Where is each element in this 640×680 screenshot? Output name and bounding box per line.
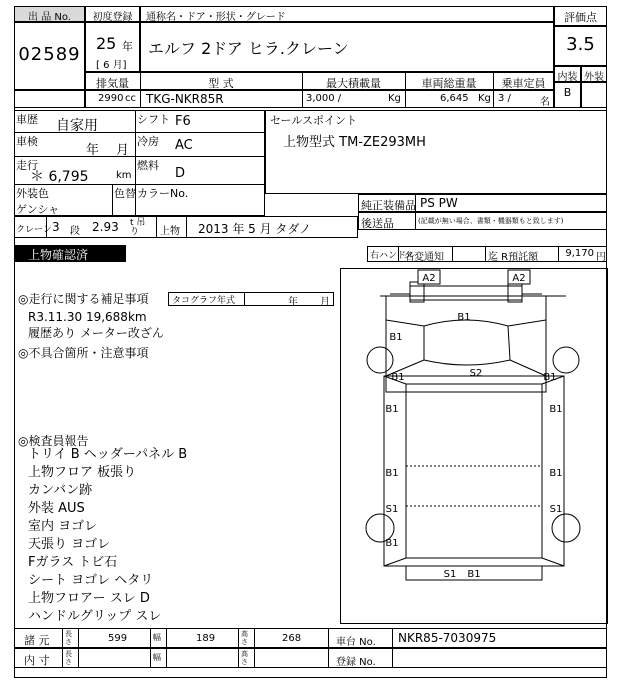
- inspector-line: シート ヨゴレ ヘタリ: [28, 573, 154, 588]
- inspection-year: 年: [86, 143, 100, 158]
- displacement-label: 排気量: [96, 77, 129, 90]
- inspection-month: 月: [116, 143, 130, 158]
- damage-mark: B1: [457, 312, 471, 323]
- exterior-grade-cell: [581, 82, 607, 108]
- max-load-label: 最大積載量: [326, 77, 381, 90]
- defects-label: ◎不具合箇所・注意事項: [18, 346, 149, 360]
- vehicle-name: エルフ 2ドア ヒラ.クレーン: [148, 39, 349, 58]
- crane-label: クレーン: [16, 225, 52, 235]
- damage-mark: S2: [469, 368, 483, 379]
- title-label: 通称名・ドア・形状・グレード: [146, 12, 286, 23]
- color-code-label: 色替: [114, 187, 136, 200]
- inspector-line: 外装 AUS: [28, 501, 85, 516]
- height-value: 268: [282, 633, 302, 644]
- sales-point-label: セールスポイント: [270, 114, 358, 127]
- interior-dims-row: [14, 648, 607, 668]
- inspector-line: ハンドルグリップ スレ: [28, 609, 162, 624]
- inspector-label: ◎検査員報告: [18, 434, 89, 448]
- lot-label: 出 品 No.: [28, 12, 71, 23]
- chassis-value: NKR85-7030975: [398, 631, 497, 645]
- deposit-unit: 円: [596, 252, 606, 263]
- supplement-line1: R3.11.30 19,688km: [28, 310, 147, 324]
- tachograph-month: 月: [320, 297, 330, 308]
- lot-number: 02589: [18, 44, 81, 65]
- damage-mark: B1: [467, 569, 481, 580]
- reg-label: 登録 No.: [336, 657, 376, 668]
- interior-label: 内装: [557, 72, 578, 83]
- damage-mark: A2: [512, 273, 526, 284]
- inspection-label: 車検: [16, 135, 38, 148]
- damage-mark: S1: [385, 504, 399, 515]
- crane-capacity-unit: t 吊り: [130, 218, 146, 237]
- first-reg-label: 初度登録: [92, 12, 133, 23]
- inspector-line: Fガラス トビ石: [28, 555, 118, 570]
- deposit-value: 9,170: [565, 248, 594, 259]
- crane-capacity: 2.93: [92, 220, 119, 234]
- aftermarket-label: 後送品: [361, 217, 394, 230]
- aftermarket-note: (記載が無い場合、書類・機器類もと致します): [418, 217, 564, 225]
- interior-grade: B: [563, 86, 572, 99]
- inspector-line: 室内 ヨゴレ: [28, 519, 98, 534]
- body-info: 2013 年 5 月 タダノ: [198, 222, 312, 236]
- mileage-label: 走行: [16, 159, 38, 172]
- grade-value: 3.5: [566, 34, 595, 55]
- gross-weight-value: 6,645: [440, 93, 469, 104]
- max-load-unit: Kg: [388, 93, 401, 104]
- dims-row: [14, 628, 607, 648]
- displacement-unit: cc: [125, 93, 136, 104]
- damage-mark: B1: [385, 468, 399, 479]
- name-change-label: 名変通知: [404, 252, 444, 263]
- capacity-value: 3 /: [498, 93, 511, 104]
- grade-label: 評価点: [564, 11, 597, 24]
- model-value: TKG-NKR85R: [146, 92, 224, 106]
- inspector-lines: [28, 446, 187, 626]
- length-value: 599: [108, 633, 128, 644]
- inspector-line: カンバン跡: [28, 483, 93, 498]
- equipment-value: PS PW: [420, 196, 458, 210]
- interior-height-label: 高さ: [241, 650, 248, 666]
- mileage-unit: km: [116, 170, 132, 181]
- first-reg-month: [ 6 月]: [96, 60, 127, 71]
- crane-stage: 3: [52, 220, 60, 234]
- capacity-unit: 名: [540, 97, 550, 108]
- capacity-label: 乗車定員: [501, 77, 546, 90]
- damage-mark: B1: [549, 404, 563, 415]
- color-label: 外装色: [16, 187, 49, 200]
- damage-mark: B1: [389, 332, 403, 343]
- first-reg-year: 25: [96, 34, 117, 53]
- history-value: 自家用: [56, 118, 98, 134]
- shift-label: シフト: [137, 113, 170, 126]
- history-label: 車歴: [16, 113, 38, 126]
- confirm-label: 上物確認済: [28, 248, 89, 262]
- dims-label: 諸 元: [24, 634, 50, 647]
- mileage-value: ＊ 6,795: [30, 169, 89, 185]
- interior-length-label: 長さ: [65, 650, 72, 666]
- equipment-label: 純正装備品: [361, 199, 416, 212]
- gross-weight-unit: Kg: [478, 93, 491, 104]
- width-label: 幅: [153, 633, 161, 642]
- first-reg-year-unit: 年: [122, 40, 133, 53]
- inspector-line: 上物フロア 板張り: [28, 465, 137, 480]
- fuel-label: 燃料: [137, 159, 159, 172]
- supplement-line2: 履歴あり メーター改ざん: [28, 326, 164, 340]
- color-no-label: カラーNo.: [137, 187, 189, 200]
- damage-mark: S1: [549, 504, 563, 515]
- inspector-line: 上物フロアー スレ D: [28, 591, 150, 606]
- damage-mark: B1: [385, 404, 399, 415]
- exterior-label: 外装: [584, 72, 604, 83]
- damage-mark: A2: [422, 273, 436, 284]
- damage-mark: S1: [443, 569, 457, 580]
- damage-mark: B1: [385, 538, 399, 549]
- inspector-line: 天張り ヨゴレ: [28, 537, 111, 552]
- color-value: ゲンシャ: [16, 203, 60, 216]
- tachograph-label: タコグラフ年式: [172, 296, 236, 306]
- displacement-value: 2990: [98, 93, 124, 104]
- gross-weight-label: 車両総重量: [421, 77, 477, 90]
- inspector-line: トリイ B ヘッダーパネル B: [28, 447, 188, 462]
- width-value: 189: [196, 633, 216, 644]
- valid-label: 迄 R預託額: [488, 252, 539, 263]
- interior-width-label: 幅: [153, 653, 161, 662]
- rhd-label: 右ハンドル: [370, 251, 416, 261]
- damage-mark: B1: [543, 372, 557, 383]
- crane-stage-unit: 段: [70, 226, 80, 237]
- max-load-value: 3,000 /: [306, 93, 342, 104]
- vehicle-diagram: [340, 266, 608, 624]
- damage-mark: B1: [549, 468, 563, 479]
- damage-mark: B1: [391, 372, 405, 383]
- ac-value: AC: [175, 138, 193, 153]
- length-label: 長さ: [65, 630, 72, 646]
- sales-point-line1: 上物型式 TM-ZE293MH: [283, 135, 426, 150]
- shift-value: F6: [175, 114, 191, 129]
- chassis-label: 車台 No.: [336, 637, 376, 648]
- supplement-label: ◎走行に関する補足事項: [18, 292, 149, 306]
- height-label: 高さ: [241, 630, 248, 646]
- model-label: 型 式: [208, 77, 234, 90]
- tachograph-year: 年: [288, 297, 298, 308]
- interior-dims-label: 内 寸: [24, 654, 50, 667]
- body-label: 上物: [160, 226, 180, 237]
- ac-label: 冷房: [137, 135, 159, 148]
- fuel-value: D: [175, 166, 186, 181]
